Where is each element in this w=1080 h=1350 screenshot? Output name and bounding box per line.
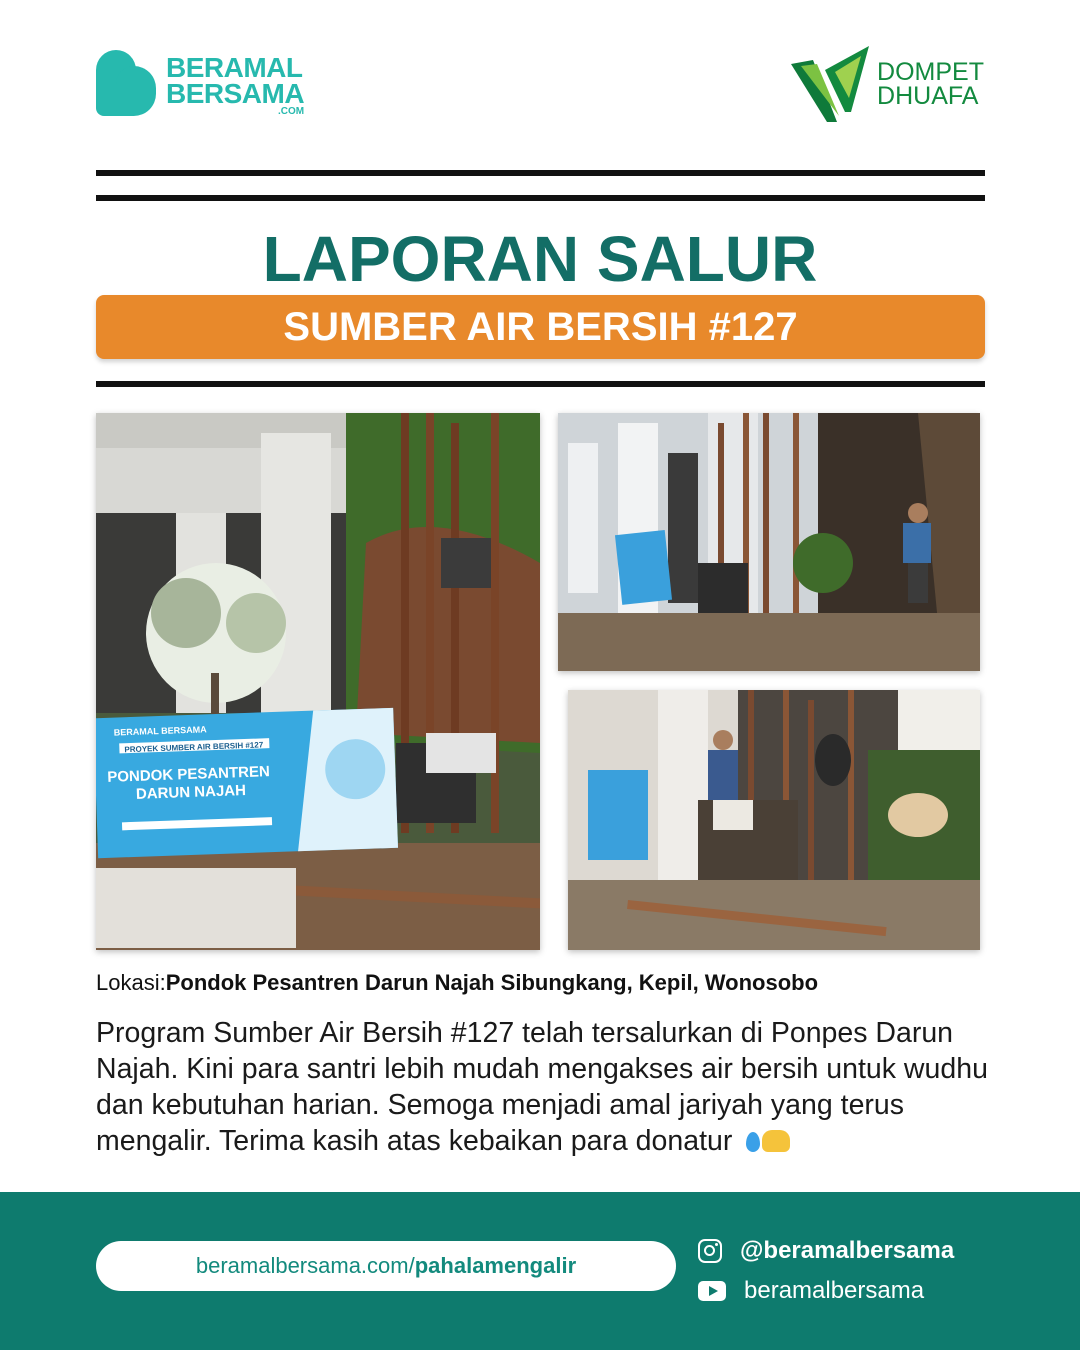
photo-drilling-rig-operator <box>568 690 980 950</box>
brand-left-line2: BERSAMA <box>166 78 305 109</box>
dompet-dhuafa-mark-icon <box>791 46 871 122</box>
brand-left-line1: BERAMAL <box>166 52 303 83</box>
subtitle-banner <box>96 295 985 359</box>
heart-logo-icon <box>96 50 156 116</box>
instagram-handle: @beramalbersama <box>740 1237 955 1264</box>
youtube-channel-link[interactable] <box>698 1277 924 1305</box>
svg-text:BERAMAL BERSAMA: BERAMAL BERSAMA <box>113 724 207 738</box>
instagram-handle-link[interactable] <box>698 1237 954 1265</box>
description-text: Program Sumber Air Bersih #127 telah tersalurkan di Ponpes Darun Najah. Kini para santri lebih mudah mengakses air bersih untuk wudhu dan kebutuhan harian. Semoga menjadi amal jariyah yang terus mengalir. Terima kasih atas kebaikan para donatur <box>96 1017 988 1157</box>
instagram-icon <box>698 1239 722 1263</box>
dompet-dhuafa-logo <box>791 46 984 122</box>
brand-right-line1: DOMPET <box>877 58 984 86</box>
youtube-handle: beramalbersama <box>744 1277 925 1304</box>
location-label: Lokasi: <box>96 970 166 995</box>
youtube-icon <box>698 1281 726 1301</box>
divider-bottom <box>96 381 985 387</box>
footer <box>0 1192 1080 1350</box>
brand-right-line2: DHUAFA <box>877 82 979 110</box>
photo-drilling-worker <box>558 413 980 671</box>
page-title: LAPORAN SALUR <box>262 223 818 295</box>
divider-top-1 <box>96 170 985 176</box>
photo-banner-line1: PONDOK PESANTREN <box>107 763 271 786</box>
divider-top-2 <box>96 195 985 201</box>
photo-banner-line2: DARUN NAJAH <box>135 782 247 803</box>
location-line <box>96 970 818 996</box>
location-value: Pondok Pesantren Darun Najah Sibungkang, Kepil, Wonosobo <box>165 970 819 995</box>
open-hands-icon <box>762 1130 790 1152</box>
campaign-url-link[interactable] <box>96 1241 676 1291</box>
description-paragraph <box>96 1015 1026 1159</box>
beramal-bersama-logo <box>96 50 304 117</box>
brand-left-suffix: .COM <box>277 106 305 117</box>
subtitle-text: SUMBER AIR BERSIH #127 <box>283 304 798 349</box>
water-drop-icon <box>746 1132 760 1152</box>
url-base: beramalbersama.com/ <box>195 1253 415 1278</box>
photo-banner-header: PROYEK SUMBER AIR BERSIH #127 <box>124 740 264 755</box>
url-path: pahalamengalir <box>414 1253 577 1278</box>
photo-drilling-site-main <box>96 413 540 950</box>
